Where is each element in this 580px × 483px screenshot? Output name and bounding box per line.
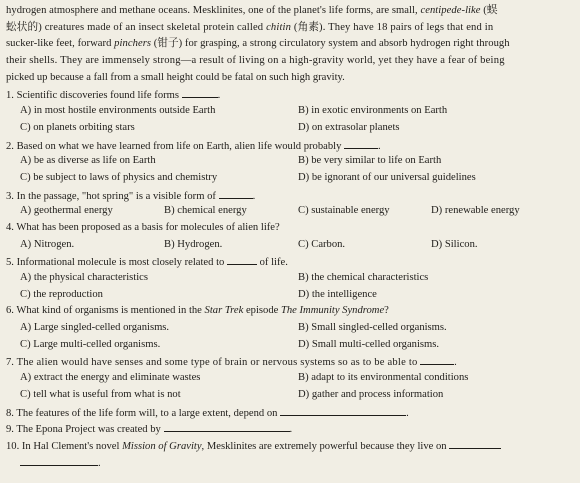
question-stem: The Epona Project was created by <box>16 424 161 436</box>
option-c[interactable]: C) be subject to laws of physics and chemistry <box>20 171 218 183</box>
option-a[interactable]: A) extract the energy and eliminate wastes <box>20 372 201 384</box>
option-c[interactable]: C) Large multi-celled organisms. <box>20 338 161 350</box>
answer-blank[interactable] <box>164 420 290 432</box>
option-a[interactable]: A) Large singled-celled organisms. <box>20 322 170 334</box>
show-title: Star Trek <box>204 305 244 317</box>
question-10-continued: . <box>6 454 568 471</box>
option-d[interactable]: D) Silicon. <box>431 238 478 250</box>
option-b[interactable]: B) Small singled-celled organisms. <box>298 322 447 334</box>
question-stem: What has been proposed as a basis for molecules of alien life? <box>16 221 280 233</box>
question-number: 3. <box>6 190 14 202</box>
passage-line: picked up because a fall from a small height could be fatal on such high gravity. <box>6 71 345 83</box>
passage-line: hydrogen atmosphere and methane oceans. Mesklinites, one of the planet's life forms, are small, centipede-like (蜈 <box>6 5 498 16</box>
question-stem: The features of the life form will, to a large extent, depend on <box>16 407 278 419</box>
question-number: 8. <box>6 407 14 419</box>
question-4 <box>6 220 568 237</box>
option-b[interactable]: B) chemical energy <box>164 205 247 217</box>
question-stem: Informational molecule is most closely related to <box>16 257 225 269</box>
question-7: 7. The alien would have senses and some type of brain or nervous systems so as to be able to . <box>6 353 568 370</box>
option-c[interactable]: C) sustainable energy <box>298 205 390 217</box>
question-2: 2. Based on what we have learned from life on Earth, alien life would probably . <box>6 137 568 154</box>
question-stem: The alien would have senses and some type of brain or nervous systems so as to be able to <box>16 357 418 369</box>
option-b[interactable]: B) in exotic environments on Earth <box>298 105 448 117</box>
reading-passage <box>6 3 568 86</box>
question-stem: What kind of organisms is mentioned in the <box>16 305 202 317</box>
option-d[interactable]: D) be ignorant of our universal guidelines <box>298 171 476 183</box>
option-a[interactable]: A) Nitrogen. <box>20 238 75 250</box>
option-a[interactable]: A) in most hostile environments outside Earth <box>20 105 216 117</box>
answer-blank[interactable] <box>219 187 253 199</box>
question-number: 2. <box>6 140 14 152</box>
question-number: 6. <box>6 305 14 317</box>
options-row <box>6 337 568 354</box>
option-b[interactable]: B) Hydrogen. <box>164 238 223 250</box>
answer-blank[interactable] <box>20 454 98 466</box>
options-row <box>6 170 568 187</box>
question-1: 1. Scientific discoveries found life forms . <box>6 86 568 103</box>
option-a[interactable]: A) be as diverse as life on Earth <box>20 155 156 167</box>
option-a[interactable]: A) the physical characteristics <box>20 272 148 283</box>
passage-line: sucker-like feet, forward pinchers (钳子) for grasping, a strong circulatory system and absorb hydrogen right through <box>6 38 510 50</box>
question-number: 1. <box>6 90 14 102</box>
options-row <box>6 237 568 254</box>
question-6: 6. What kind of organisms is mentioned in the Star Trek episode The Immunity Syndrome? <box>6 305 389 317</box>
option-c[interactable]: C) the reproduction <box>20 288 103 300</box>
question-number: 5. <box>6 257 14 269</box>
option-d[interactable]: D) the intelligence <box>298 288 377 300</box>
passage-line: their shells. They are immensely strong—a result of living on a high-gravity world, yet they have a fear of being <box>6 55 505 67</box>
option-b[interactable]: B) the chemical characteristics <box>298 272 429 283</box>
option-d[interactable]: D) Small multi-celled organisms. <box>298 338 440 350</box>
question-10: 10. In Hal Clement's novel Mission of Gravity, Mesklinites are extremely powerful because they live on <box>6 437 568 454</box>
question-stem: Based on what we have learned from life on Earth, alien life would probably <box>16 140 342 152</box>
answer-blank[interactable] <box>344 137 378 149</box>
options-row <box>6 320 568 337</box>
options-row <box>6 387 568 404</box>
answer-blank[interactable] <box>227 253 257 265</box>
option-a[interactable]: A) geothermal energy <box>20 205 113 217</box>
option-c[interactable]: C) Carbon. <box>298 238 346 250</box>
options-row <box>6 153 568 170</box>
options-row <box>6 370 568 387</box>
options-row <box>6 203 568 220</box>
question-9: 9. The Epona Project was created by . <box>6 420 568 437</box>
options-row <box>6 270 568 287</box>
question-number: 9. <box>6 424 14 436</box>
option-d[interactable]: D) renewable energy <box>431 205 520 217</box>
options-row <box>6 103 568 120</box>
option-c[interactable]: C) on planets orbiting stars <box>20 121 135 133</box>
answer-blank[interactable] <box>420 353 454 365</box>
question-stem: In the passage, "hot spring" is a visible form of <box>16 190 216 202</box>
question-stem: Scientific discoveries found life forms <box>16 90 180 102</box>
episode-title: The Immunity Syndrome <box>280 305 385 317</box>
question-stem: In Hal Clement's novel <box>21 440 120 452</box>
option-c[interactable]: C) tell what is useful from what is not <box>20 388 181 400</box>
option-d[interactable]: D) on extrasolar planets <box>298 121 400 133</box>
answer-blank[interactable] <box>280 404 406 416</box>
option-b[interactable]: B) be very similar to life on Earth <box>298 155 442 167</box>
question-3: 3. In the passage, "hot spring" is a visible form of . <box>6 187 568 204</box>
answer-blank[interactable] <box>182 86 218 98</box>
option-b[interactable]: B) adapt to its environmental conditions <box>298 372 469 384</box>
question-5: 5. Informational molecule is most closely related to of life. <box>6 253 568 270</box>
option-d[interactable]: D) gather and process information <box>298 388 444 400</box>
options-row <box>6 287 568 304</box>
options-row <box>6 120 568 137</box>
answer-blank[interactable] <box>449 437 501 449</box>
question-number: 10. <box>6 440 20 452</box>
question-8: 8. The features of the life form will, to a large extent, depend on . <box>6 404 568 421</box>
question-number: 4. <box>6 221 14 233</box>
passage-line: 蚣状的) creatures made of an insect skeletal protein called chitin (角素). They have 18 pairs of legs that end in <box>6 21 494 33</box>
question-number: 7. <box>6 357 14 369</box>
novel-title: Mission of Gravity <box>122 440 202 452</box>
